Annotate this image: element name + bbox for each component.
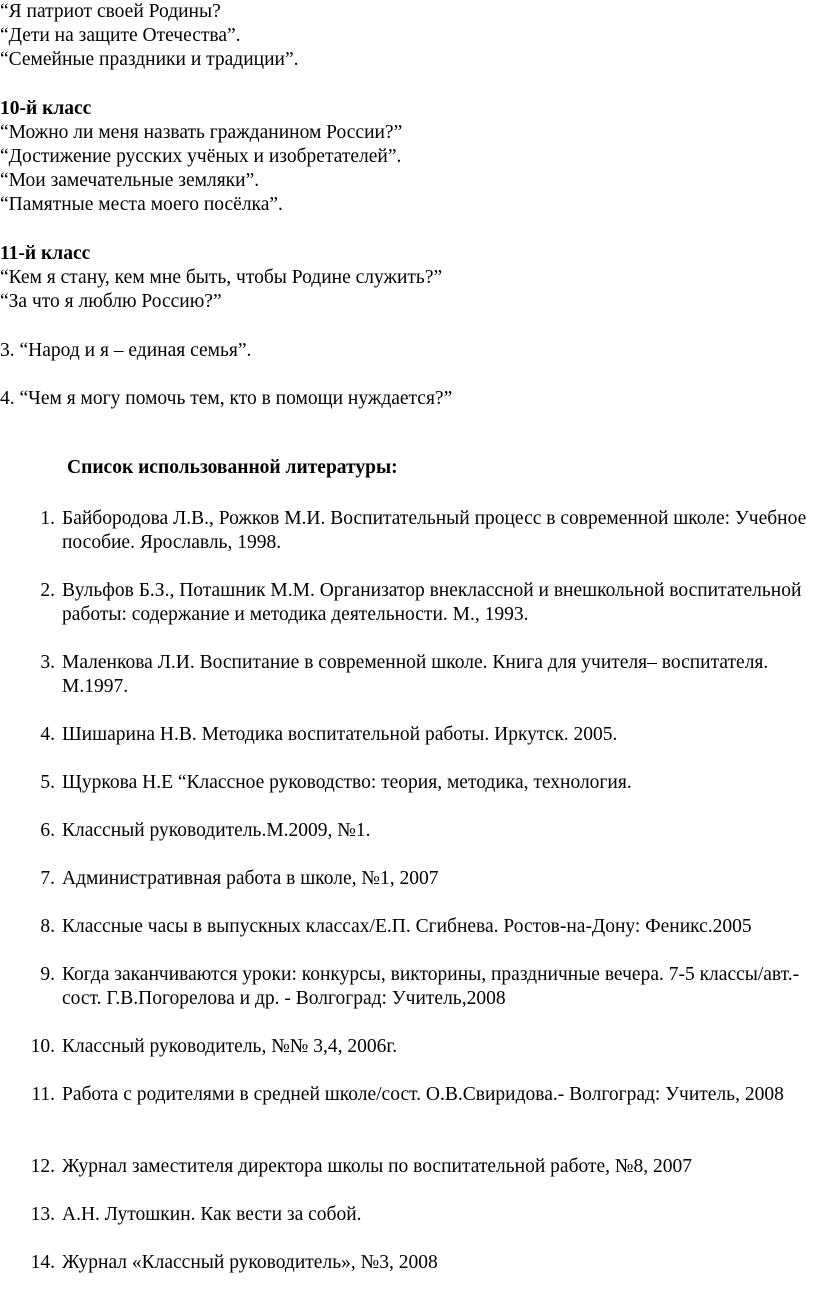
- reference-number: 5.: [40, 772, 55, 793]
- theme-line: “За что я люблю Россию?”: [0, 291, 222, 312]
- reference-text: Классные часы в выпускных классах/Е.П. Сгибнева. Ростов-на-Дону: Феникс.2005: [62, 916, 752, 937]
- reference-text: Вульфов Б.З., Поташник М.М. Организатор внеклассной и внешкольной воспитательной работы: содержание и методика деятельности. М., 1993.: [62, 580, 802, 625]
- reference-text: Маленкова Л.И. Воспитание в современной школе. Книга для учителя– воспитателя. М.1997.: [62, 652, 769, 697]
- reference-text: Шишарина Н.В. Методика воспитательной работы. Иркутск. 2005.: [62, 724, 618, 745]
- reference-number: 3.: [40, 652, 55, 673]
- theme-line: “Памятные места моего посёлка”.: [0, 194, 283, 215]
- reference-number: 7.: [40, 868, 55, 889]
- theme-line: “Достижение русских учёных и изобретателей”.: [0, 146, 402, 167]
- grade-11-heading: 11-й класс: [0, 243, 91, 264]
- reference-text: А.Н. Лутошкин. Как вести за собой.: [62, 1204, 362, 1225]
- theme-line: “Мои замечательные земляки”.: [0, 170, 260, 191]
- reference-number: 11.: [31, 1084, 55, 1105]
- reference-text: Журнал «Классный руководитель», №3, 2008: [62, 1252, 438, 1273]
- reference-number: 8.: [40, 916, 55, 937]
- references-title: Список использованной литературы:: [67, 457, 398, 478]
- reference-text: Классный руководитель, №№ 3,4, 2006г.: [62, 1036, 398, 1057]
- theme-line: “Можно ли меня назвать гражданином России?”: [0, 122, 403, 143]
- reference-number: 9.: [40, 964, 55, 985]
- reference-text: Административная работа в школе, №1, 2007: [62, 868, 439, 889]
- theme-line: “Я патриот своей Родины?: [0, 1, 221, 22]
- reference-text: Когда заканчиваются уроки: конкурсы, викторины, праздничные вечера. 7-5 классы/авт.-сост. Г.В.Погорелова и др. - Волгоград: Учитель,2008: [62, 964, 800, 1009]
- reference-number: 4.: [40, 724, 55, 745]
- section-4-line: 4. “Чем я могу помочь тем, кто в помощи нуждается?”: [0, 388, 453, 409]
- reference-number: 13.: [30, 1204, 55, 1225]
- theme-line: “Кем я стану, кем мне быть, чтобы Родине служить?”: [0, 267, 443, 288]
- section-3-line: 3. “Народ и я – единая семья”.: [0, 340, 252, 361]
- reference-number: 6.: [40, 820, 55, 841]
- reference-text: Байбородова Л.В., Рожков М.И. Воспитательный процесс в современной школе: Учебное пособие. Ярославль, 1998.: [62, 508, 807, 553]
- theme-line: “Семейные праздники и традиции”.: [0, 49, 299, 70]
- reference-text: Журнал заместителя директора школы по воспитательной работе, №8, 2007: [62, 1156, 693, 1177]
- theme-line: “Дети на защите Отечества”.: [0, 25, 241, 46]
- reference-number: 14.: [30, 1252, 55, 1273]
- reference-number: 2.: [40, 580, 55, 601]
- reference-text: Щуркова Н.Е “Классное руководство: теория, методика, технология.: [62, 772, 632, 793]
- reference-text: Работа с родителями в средней школе/сост. О.В.Свиридова.- Волгоград: Учитель, 2008: [62, 1084, 784, 1105]
- reference-number: 12.: [30, 1156, 55, 1177]
- reference-number: 1.: [40, 508, 55, 529]
- reference-text: Классный руководитель.М.2009, №1.: [62, 820, 371, 841]
- grade-10-heading: 10-й класс: [0, 98, 92, 119]
- reference-number: 10.: [30, 1036, 55, 1057]
